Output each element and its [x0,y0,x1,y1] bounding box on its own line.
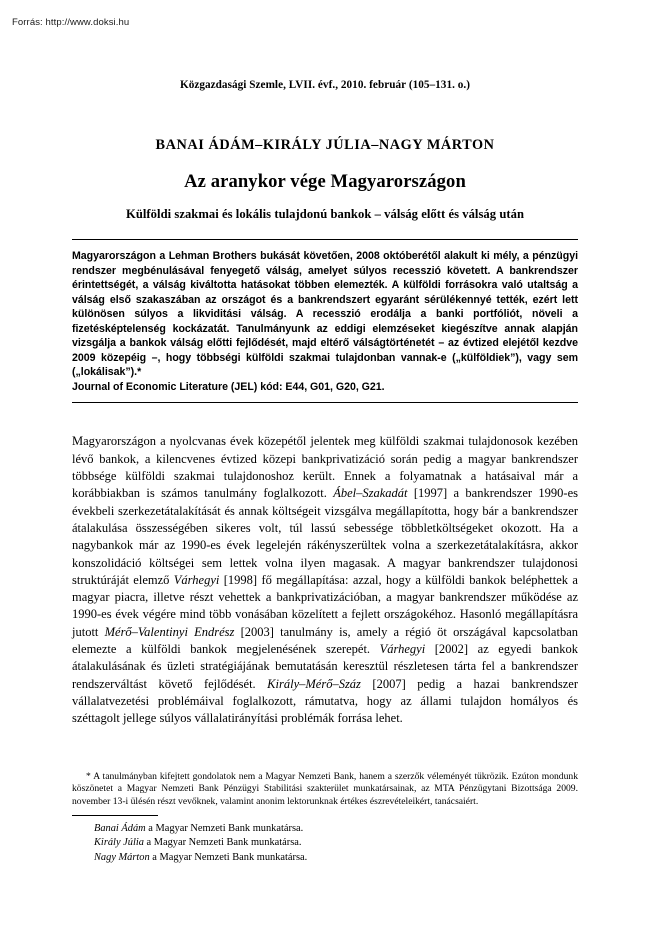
body-text-segment: [1997] a bankrendszer 1990-es évekbeli szerkezetátalakítását és annak költségeit vizsgálva megállapította, hogy bár a bankrendszer átalakulása összességében sikeres volt, túl lassú sebessége többletköltségeket okozott. Ha a nagybankok már az 1990-es évek legelején rákényszerültek volna a szerkezetátalakításra, akkor konszolidáció költségei sem lettek volna ilyen magasak. A magyar bankrendszer tulajdonosi struktúráját elemző [72,486,578,587]
citation-mero-valentinyi-endresz: Mérő–Valentinyi Endrész [104,624,235,639]
citation-kiraly-mero-szaz: Király–Mérő–Száz [267,676,361,691]
body-text-segment: [2003] tanulmány is, amely a régió öt országával kapcsolatban elemezte a külföldi bankok megjelenésének szerepét. [72,624,578,657]
affiliation-line [94,836,578,850]
jel-codes-line: Journal of Economic Literature (JEL) kód: E44, G01, G20, G21. [72,380,385,393]
affiliation-author-name: Király Júlia [94,837,144,849]
abstract-paragraph: Magyarországon a Lehman Brothers bukását követően, 2008 októberétől alakult ki mély, a pénzügyi rendszer megbénulásával fenyegető válság, amelyet súlyos recesszió követett. A bankrendszer érintettségét, a válság kiváltotta hatásokat többen elemezték. A külföldi forrásokra való utaltság a válság első szakaszában az országot és a bankrendszert egyaránt sérülékennyé tették, ezért lett különösen súlyos a likviditási válság. A recesszió erodálja a banki portfóliót, növeli a fizetésképtelenség kockázatát. Tanulmányunk az eddigi elemzéseket kiegészítve annak alapján vizsgálja a bankok válság előtti fejlődését, majd eltérő válságtörténetét – az évtized elejétől kezdve 2009 közepéig –, hogy többségi külföldi szakmai tulajdonban vannak-e („külföldiek”), vagy sem („lokálisak”).* [72,250,578,379]
body-paragraph-1 [72,433,578,727]
footnote-star-note: * A tanulmányban kifejtett gondolatok nem a Magyar Nemzeti Bank, hanem a szerzők véleményét tükrözik. Ezúton mondunk köszönetet a Magyar Nemzeti Bank Pénzügyi Stabilitási szakterület munkatársainak, az MTA Pénzügytani Bizottsága 2009. november 13-i ülésén részt vevőknek, valamint anonim lektorunknak értékes észrevételeikért, tanácsaiért. [72,771,578,807]
affiliation-line [94,822,578,836]
article-subtitle: Külföldi szakmai és lokális tulajdonú bankok – válság előtt és válság után [125,207,525,221]
journal-citation-line: Közgazdasági Szemle, LVII. évf., 2010. február (105–131. o.) [179,79,471,91]
article-abstract [72,249,578,394]
article-title: Az aranykor vége Magyarországon [184,171,466,192]
affiliation-author-name: Nagy Márton [94,851,150,863]
affiliation-line [94,851,578,865]
affiliation-text: a Magyar Nemzeti Bank munkatársa. [145,823,304,835]
abstract-top-rule [72,239,578,240]
article-authors: BANAI ÁDÁM–KIRÁLY JÚLIA–NAGY MÁRTON [155,137,495,153]
body-text-segment: [1998] fő megállapítása: azzal, hogy a külföldi bankok beléphettek a magyar piacra, illetve részt vehettek a bankprivatizációban, a magyar bankrendszer működése az 1990-es évek végére mind több vonásában közelített a fejlett országokéhoz. Hasonló megállapításra jutott [72,572,578,639]
body-text-segment: Magyarországon a nyolcvanas évek közepétől jelentek meg külföldi szakmai tulajdonosok kezében lévő bankok, a kilencvenes évtized közepi bankprivatizáció során pedig a magyar bankrendszer többsége külföldi szakmai tulajdonoshoz került. Ennek a folyamatnak a hatásaival már a korábbiakban is számos tanulmány foglalkozott. [72,434,578,501]
source-watermark-header: Forrás: http://www.doksi.hu [12,17,130,28]
body-text-segment: [2002] az egyedi bankok átalakulásának és üzleti stratégiájának bemutatásán keresztül részletesen tárta fel a bankrendszer rendszerváltást követő fejlődését. [72,642,578,691]
citation-abel-szakadat: Ábel–Szakadát [333,486,408,501]
citation-varhegyi-2002: Várhegyi [379,642,426,657]
article-content-column [72,0,578,728]
body-text-segment: [2007] pedig a hazai bankrendszer vállalatvezetési problémáival foglalkozott, rámutatva, hogy az állami tulajdon homályos és széttagolt jellege súlyos vállalatirányítási problémák forrása lehet. [72,676,578,726]
affiliation-text: a Magyar Nemzeti Bank munkatársa. [149,851,308,863]
citation-varhegyi-1998: Várhegyi [173,572,220,587]
footnote-separator-rule [72,815,158,816]
author-affiliations [72,822,578,865]
affiliation-author-name: Banai Ádám [94,823,146,835]
abstract-bottom-rule [72,402,578,403]
footnote-block [72,771,578,865]
affiliation-text: a Magyar Nemzeti Bank munkatársa. [143,837,302,849]
article-body [72,433,578,727]
